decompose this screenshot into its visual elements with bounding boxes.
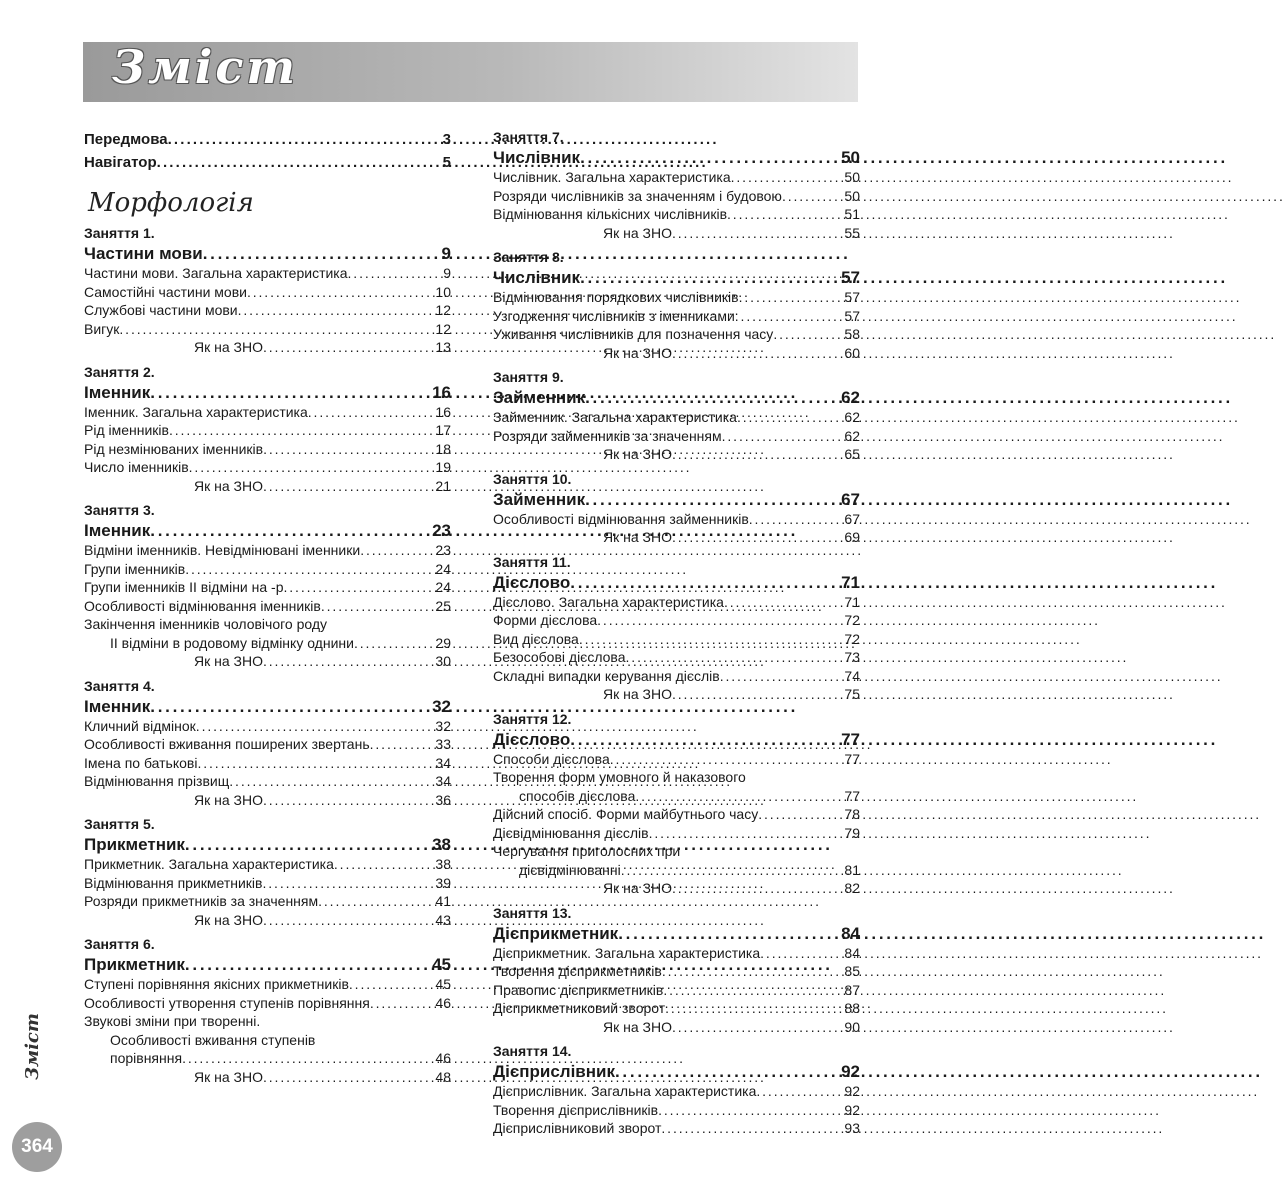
entry-text: Рід незмінюваних іменників <box>84 440 264 457</box>
entry-text: Розряди числівників за значенням і будовою <box>493 187 782 204</box>
toc-column-left <box>84 128 451 1086</box>
lesson-block <box>84 501 451 671</box>
lesson-block <box>493 470 860 547</box>
page-number: 92 <box>844 1083 860 1099</box>
toc-entry-zno[interactable] <box>84 338 451 357</box>
page-number: 72 <box>844 612 860 628</box>
page-number: 90 <box>844 1018 860 1035</box>
lesson-block <box>493 904 860 1037</box>
entry-text: Кличний відмінок <box>84 717 196 734</box>
toc-entry-continuation[interactable] <box>84 634 451 653</box>
entry-text: Уживання числівників для позначення часу <box>493 326 774 342</box>
toc-entry-zno[interactable] <box>493 344 860 363</box>
entry-text: Дієприкметник <box>493 923 619 943</box>
entry-text: Особливості вживання ступенів <box>110 1031 316 1048</box>
lesson-label: Заняття 9. <box>493 369 564 385</box>
entry-text: Як на ЗНО <box>603 1018 672 1035</box>
entry-text: Прикметник. Загальна характеристика <box>84 856 334 872</box>
page-number: 9 <box>441 244 451 263</box>
entry-text: способів дієслова <box>519 787 636 804</box>
entry-text: Число іменників <box>84 459 189 475</box>
page-number: 67 <box>841 489 860 509</box>
lesson-title[interactable] <box>84 954 451 975</box>
lesson-title[interactable] <box>493 387 860 408</box>
toc-entry[interactable] <box>84 264 451 283</box>
lesson-title[interactable] <box>493 147 860 168</box>
toc-entry[interactable] <box>493 805 860 824</box>
toc-entry[interactable] <box>493 307 860 326</box>
toc-entry[interactable] <box>84 597 451 616</box>
page-number: 71 <box>841 572 860 592</box>
toc-entry[interactable] <box>493 981 860 1000</box>
lesson-label: Заняття 13. <box>493 904 572 921</box>
lesson-label: Заняття 7. <box>493 129 564 145</box>
toc-entry[interactable] <box>493 648 860 667</box>
page-number: 81 <box>844 861 860 878</box>
entry-text: Іменник. Загальна характеристика <box>84 403 308 420</box>
toc-entry[interactable] <box>493 944 860 963</box>
entry-text: Особливості відмінювання іменників <box>84 597 321 614</box>
toc-entry[interactable] <box>493 187 860 206</box>
page-number: 79 <box>844 824 860 841</box>
page-number: 92 <box>844 1101 860 1118</box>
toc-entry-zno[interactable] <box>84 652 451 671</box>
page-number: 10 <box>435 283 451 300</box>
page-number: 92 <box>841 1062 860 1081</box>
page-number: 67 <box>844 510 860 527</box>
entry-text: Як на ЗНО <box>194 339 263 355</box>
entry-text: Займенник <box>493 489 586 509</box>
toc-entry[interactable] <box>493 611 860 630</box>
toc-entry-continuation[interactable] <box>493 861 860 880</box>
toc-entry[interactable] <box>493 325 860 344</box>
page-number: 46 <box>435 994 451 1011</box>
page-number: 60 <box>844 344 860 361</box>
toc-entry[interactable] <box>84 735 451 754</box>
toc-entry-continuation <box>84 1031 451 1050</box>
entry-text: Дієслово. Загальна характеристика <box>493 593 724 610</box>
page-number: 24 <box>435 579 451 595</box>
toc-entry[interactable] <box>493 824 860 843</box>
page-number: 85 <box>844 963 860 979</box>
page-title: Зміст <box>112 40 299 94</box>
page-number: 69 <box>844 529 860 545</box>
lesson-block <box>84 677 451 810</box>
page-number: 38 <box>435 856 451 872</box>
page-number: 41 <box>435 893 451 909</box>
lesson-block <box>84 935 451 1086</box>
lesson-block <box>84 363 451 496</box>
page-number: 33 <box>435 736 451 752</box>
toc-entry[interactable] <box>84 994 451 1013</box>
entry-text: Іменник <box>84 696 151 716</box>
entry-text: Іменник <box>84 521 151 540</box>
entry-text: порівняння <box>110 1050 183 1066</box>
toc-entry[interactable] <box>84 320 451 339</box>
page-number: 57 <box>841 268 860 287</box>
toc-entry-zno[interactable] <box>493 879 860 898</box>
lesson-block <box>493 1042 860 1138</box>
side-running-label: Зміст <box>22 1013 43 1080</box>
toc-entry-zno[interactable] <box>84 911 451 930</box>
entry-text: Творення дієприкметників <box>493 963 662 979</box>
entry-text: Прикметник <box>84 835 185 854</box>
entry-text: Узгодження числівників з іменниками <box>493 307 735 324</box>
page-number: 75 <box>844 686 860 702</box>
page-number: 65 <box>844 446 860 462</box>
lesson-block <box>493 553 860 704</box>
lesson-title[interactable] <box>84 834 451 855</box>
entry-text: Дійсний спосіб. Форми майбутнього часу <box>493 806 759 822</box>
entry-text: Дієприслівник. Загальна характеристика <box>493 1083 757 1099</box>
entry-text: Частини мови. Загальна характеристика <box>84 265 348 281</box>
page-number: 77 <box>841 729 860 749</box>
entry-text: Як на ЗНО <box>194 477 263 494</box>
page-number: 23 <box>435 542 451 558</box>
entry-text: Числівник <box>493 268 581 287</box>
toc-entry[interactable] <box>493 962 860 981</box>
page-number: 13 <box>435 339 451 355</box>
page-number: 45 <box>435 976 451 992</box>
entry-text: Відмінювання порядкових числівників <box>493 289 739 305</box>
entry-text: Способи дієслова <box>493 750 610 767</box>
toc-entry[interactable] <box>493 1101 860 1120</box>
page-number: 93 <box>844 1120 860 1136</box>
toc-entry[interactable] <box>493 1082 860 1101</box>
lesson-label: Заняття 5. <box>84 816 155 832</box>
entry-text: Числівник <box>493 148 581 167</box>
toc-entry-continuation[interactable] <box>84 1049 451 1068</box>
toc-entry[interactable] <box>493 288 860 307</box>
page-number: 77 <box>844 787 860 804</box>
page-number: 51 <box>844 206 860 222</box>
toc-entry-zno[interactable] <box>493 1018 860 1037</box>
page-number: 88 <box>844 1000 860 1016</box>
toc-entry[interactable] <box>493 427 860 446</box>
page-number: 23 <box>432 521 451 540</box>
page-number: 9 <box>443 265 451 281</box>
entry-text: Розряди займенників за значенням <box>493 427 722 444</box>
toc-entry[interactable] <box>84 458 451 477</box>
entry-text: Як на ЗНО <box>603 529 672 545</box>
toc-entry[interactable] <box>84 283 451 302</box>
page-number: 78 <box>844 806 860 822</box>
toc-entry[interactable] <box>84 892 451 911</box>
page-number: 57 <box>844 307 860 324</box>
lesson-block <box>84 815 451 929</box>
lesson-label: Заняття 12. <box>493 710 572 727</box>
page-number: 34 <box>435 773 451 789</box>
toc-entry[interactable] <box>493 667 860 686</box>
entry-text: Як на ЗНО <box>603 344 672 361</box>
toc-entry[interactable] <box>493 205 860 224</box>
entry-text: Як на ЗНО <box>194 1068 263 1085</box>
page-number: 16 <box>432 382 451 402</box>
entry-text: Займенник <box>493 388 586 407</box>
entry-text: Іменник <box>84 382 151 402</box>
entry-text: Як на ЗНО <box>194 911 263 928</box>
entry-text: Особливості відмінювання займенників <box>493 510 749 527</box>
toc-entry-zno[interactable] <box>493 224 860 243</box>
page-number: 62 <box>844 427 860 444</box>
page-number: 58 <box>844 326 860 342</box>
page-number: 32 <box>432 696 451 716</box>
lesson-label: Заняття 14. <box>493 1043 572 1059</box>
lesson-title[interactable] <box>493 729 860 750</box>
page-number: 48 <box>435 1068 451 1085</box>
lesson-label: Заняття 10. <box>493 470 572 487</box>
toc-entry-preface[interactable]: Передмова . . . 3 <box>84 128 451 151</box>
entry-text: Розряди прикметників за значенням <box>84 893 319 909</box>
toc-entry[interactable] <box>84 560 451 579</box>
entry-text: Як на ЗНО <box>194 791 263 808</box>
page-number: 25 <box>435 597 451 614</box>
lesson-title[interactable] <box>84 243 451 264</box>
toc-entry[interactable] <box>84 855 451 874</box>
entry-text: Відміни іменників. Невідмінювані іменники <box>84 542 361 558</box>
entry-text: Імена по батькові <box>84 754 198 771</box>
entry-text: Вид дієслова <box>493 630 579 647</box>
toc-column-right <box>493 128 860 1138</box>
page-number: 32 <box>435 717 451 734</box>
entry-text: Частини мови <box>84 244 203 263</box>
entry-text: Дієслово <box>493 572 571 592</box>
toc-entry[interactable] <box>84 301 451 320</box>
entry-text: Самостійні частини мови <box>84 283 247 300</box>
entry-text: Особливості утворення ступенів порівняння <box>84 994 370 1011</box>
page-number-badge: 364 <box>12 1122 62 1172</box>
entry-text: Дієприкметник. Загальна характеристика <box>493 944 761 961</box>
toc-entry-navigator[interactable]: Навігатор . . . 5 <box>84 151 451 174</box>
lesson-label: Заняття 4. <box>84 677 155 694</box>
page-number: 87 <box>844 981 860 998</box>
page-number: 17 <box>435 422 451 438</box>
page-number: 12 <box>435 320 451 337</box>
page-number: 18 <box>435 440 451 457</box>
lesson-label: Заняття 3. <box>84 502 155 518</box>
toc-entry[interactable] <box>84 403 451 422</box>
entry-text: Дієприслівниковий зворот <box>493 1120 662 1136</box>
entry-text: Службові частини мови <box>84 302 238 318</box>
entry-text: Прикметник <box>84 955 185 974</box>
toc-entry-continuation[interactable] <box>493 787 860 806</box>
page-number: 24 <box>435 560 451 577</box>
toc-entry[interactable] <box>493 630 860 649</box>
lesson-title[interactable] <box>493 489 860 510</box>
toc-entry-zno[interactable] <box>493 528 860 547</box>
toc-entry-zno[interactable] <box>84 477 451 496</box>
toc-entry-line[interactable]: Чергування приголосних при <box>493 843 681 859</box>
toc-entry[interactable] <box>84 874 451 893</box>
lesson-block <box>493 248 860 362</box>
toc-entry-line[interactable]: Звукові зміни при творенні. <box>84 1013 261 1029</box>
toc-entry[interactable] <box>84 754 451 773</box>
lesson-title[interactable] <box>493 267 860 288</box>
page-number: 50 <box>844 187 860 204</box>
lesson-label: Заняття 8. <box>493 249 564 265</box>
entry-text: Рід іменників <box>84 422 169 438</box>
lesson-title[interactable] <box>493 572 860 593</box>
lesson-title[interactable] <box>493 1061 860 1082</box>
toc-entry[interactable] <box>493 408 860 427</box>
toc-entry[interactable] <box>84 421 451 440</box>
lesson-title[interactable] <box>84 520 451 541</box>
lesson-block <box>493 128 860 242</box>
entry-text: Як на ЗНО <box>603 224 672 241</box>
toc-entry[interactable] <box>493 593 860 612</box>
page-number: 12 <box>435 302 451 318</box>
entry-text: Форми дієслова <box>493 612 598 628</box>
page-number: 71 <box>844 593 860 610</box>
page-number: 43 <box>435 911 451 928</box>
toc-entry[interactable] <box>84 717 451 736</box>
toc-entry-zno[interactable] <box>84 791 451 810</box>
page-number: 84 <box>844 944 860 961</box>
entry-text: Займенник. Загальна характеристика <box>493 409 737 425</box>
entry-text: Правопис дієприкметників <box>493 981 664 998</box>
entry-text: Відмінювання кількісних числівників <box>493 206 728 222</box>
page-number: 77 <box>844 750 860 767</box>
entry-text: Вигук <box>84 320 120 337</box>
page-number: 34 <box>435 754 451 771</box>
page-number: 62 <box>844 409 860 425</box>
entry-text: Творення дієприслівників <box>493 1101 659 1118</box>
page-number: 73 <box>844 649 860 665</box>
entry-text: ІІ відміни в родовому відмінку однини <box>110 634 354 651</box>
lesson-label: Заняття 11. <box>493 553 571 570</box>
entry-text: Відмінювання прізвищ <box>84 773 230 789</box>
page-number: 29 <box>435 634 451 651</box>
page-number: 30 <box>435 653 451 669</box>
page-number: 45 <box>432 955 451 974</box>
page-number: 62 <box>841 388 860 407</box>
page-number: 84 <box>841 923 860 943</box>
lesson-title[interactable] <box>493 923 860 944</box>
toc-entry[interactable] <box>84 772 451 791</box>
toc-entry[interactable] <box>84 578 451 597</box>
lesson-block <box>493 710 860 898</box>
entry-text: Дієприслівник <box>493 1062 615 1081</box>
toc-entry[interactable] <box>493 750 860 769</box>
page-number: 57 <box>844 289 860 305</box>
entry-text: Як на ЗНО <box>194 653 263 669</box>
toc-entry-line[interactable]: Творення форм умовного й наказового <box>493 769 746 785</box>
lesson-label: Заняття 1. <box>84 225 155 241</box>
toc-entry[interactable] <box>84 541 451 560</box>
page-number: 46 <box>435 1050 451 1066</box>
toc-entry[interactable] <box>84 440 451 459</box>
entry-text: Як на ЗНО <box>603 880 672 896</box>
entry-text: Групи іменників <box>84 560 186 577</box>
page-number: 36 <box>435 791 451 808</box>
toc-entry[interactable] <box>493 1119 860 1138</box>
toc-entry-line[interactable]: Закінчення іменників чоловічого роду <box>84 616 328 632</box>
lesson-block <box>84 224 451 357</box>
entry-text: Дієслово <box>493 729 571 749</box>
lesson-block <box>493 368 860 464</box>
entry-text: Ступені порівняння якісних прикметників <box>84 976 349 992</box>
entry-text: Безособові дієслова <box>493 649 626 665</box>
toc-entry[interactable] <box>84 975 451 994</box>
page-number: 72 <box>844 630 860 647</box>
entry-text: Групи іменників ІІ відміни на -р <box>84 579 284 595</box>
entry-text: Дієвідмінювання дієслів <box>493 824 649 841</box>
page-number: 50 <box>841 148 860 167</box>
page-number: 19 <box>435 459 451 475</box>
page-number: 82 <box>844 880 860 896</box>
entry-text: Дієприкметниковий зворот <box>493 1000 666 1016</box>
page-number: 38 <box>432 835 451 854</box>
entry-text: Як на ЗНО <box>603 446 672 462</box>
entry-text: Як на ЗНО <box>603 686 672 702</box>
toc-entry-zno[interactable] <box>493 685 860 704</box>
section-heading: Морфологія <box>88 188 254 218</box>
lesson-label: Заняття 6. <box>84 936 155 952</box>
page-number: 39 <box>435 874 451 891</box>
toc-entry[interactable] <box>493 168 860 187</box>
entry-text: Числівник. Загальна характеристика <box>493 169 731 185</box>
entry-text: Складні випадки керування дієслів <box>493 667 720 684</box>
lesson-label: Заняття 2. <box>84 363 155 380</box>
entry-text: Особливості вживання поширених звертань <box>84 736 370 752</box>
lesson-title[interactable] <box>84 696 451 717</box>
lesson-title[interactable] <box>84 382 451 403</box>
entry-text: дієвідмінюванні <box>519 861 621 878</box>
toc-entry[interactable] <box>493 510 860 529</box>
toc-entry-zno[interactable] <box>84 1068 451 1087</box>
entry-text: Відмінювання прикметників <box>84 874 263 891</box>
front-matter <box>84 128 451 174</box>
page-number: 16 <box>435 403 451 420</box>
page-number: 21 <box>435 477 451 494</box>
page-number: 74 <box>844 667 860 684</box>
page-number: 50 <box>844 169 860 185</box>
toc-entry-zno[interactable] <box>493 445 860 464</box>
page-number: 55 <box>844 224 860 241</box>
toc-entry[interactable] <box>493 999 860 1018</box>
